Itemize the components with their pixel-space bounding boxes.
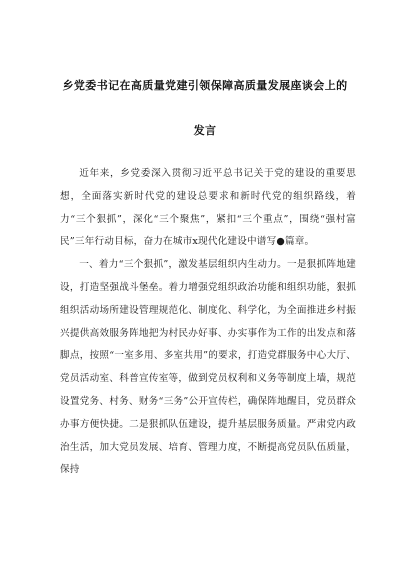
paragraph-section-1: 一、着力“三个狠抓”，激发基层组织内生动力。一是狠抓阵地建设，打造坚强战斗堡垒。着力增强党组织政治功能和组织功能，狠抓组织活动场所建设管理规范化、制度化、科学化，为全面推进乡村振兴提供高效服务阵地把为村民办好事、办实事作为工作的出发点和落脚点，按照“一室多用、多室共用”的要求，打造党群服务中心大厅、党员活动室、科普宣传室等，做到党员权利和义务等制度上墙，规范设置党务、村务、财务“三务”公开宣传栏，确保阵地醒目，党员群众办事方便快捷。二是狠抓队伍建设，提升基层服务质量。严肃党内政治生活，加大党员发展、培育、管理力度，不断提高党员队伍质量，保持: [60, 259, 356, 476]
document-body: [60, 163, 356, 482]
document-title-line-1: 乡党委书记在高质量党建引领保障高质量发展座谈会上的: [62, 79, 348, 92]
document-title-line-2: 发言: [193, 124, 217, 137]
paragraph-intro: 近年来，乡党委深入贯彻习近平总书记关于党的建设的重要思想，全面落实新时代党的建设总要求和新时代党的组织路线，着力“三个狠抓”，深化“三个聚焦”，紧扣“三个重点”，围绕“强村富民”三年行动目标，奋力在城市x现代化建设中谱写●篇章。: [60, 168, 356, 248]
